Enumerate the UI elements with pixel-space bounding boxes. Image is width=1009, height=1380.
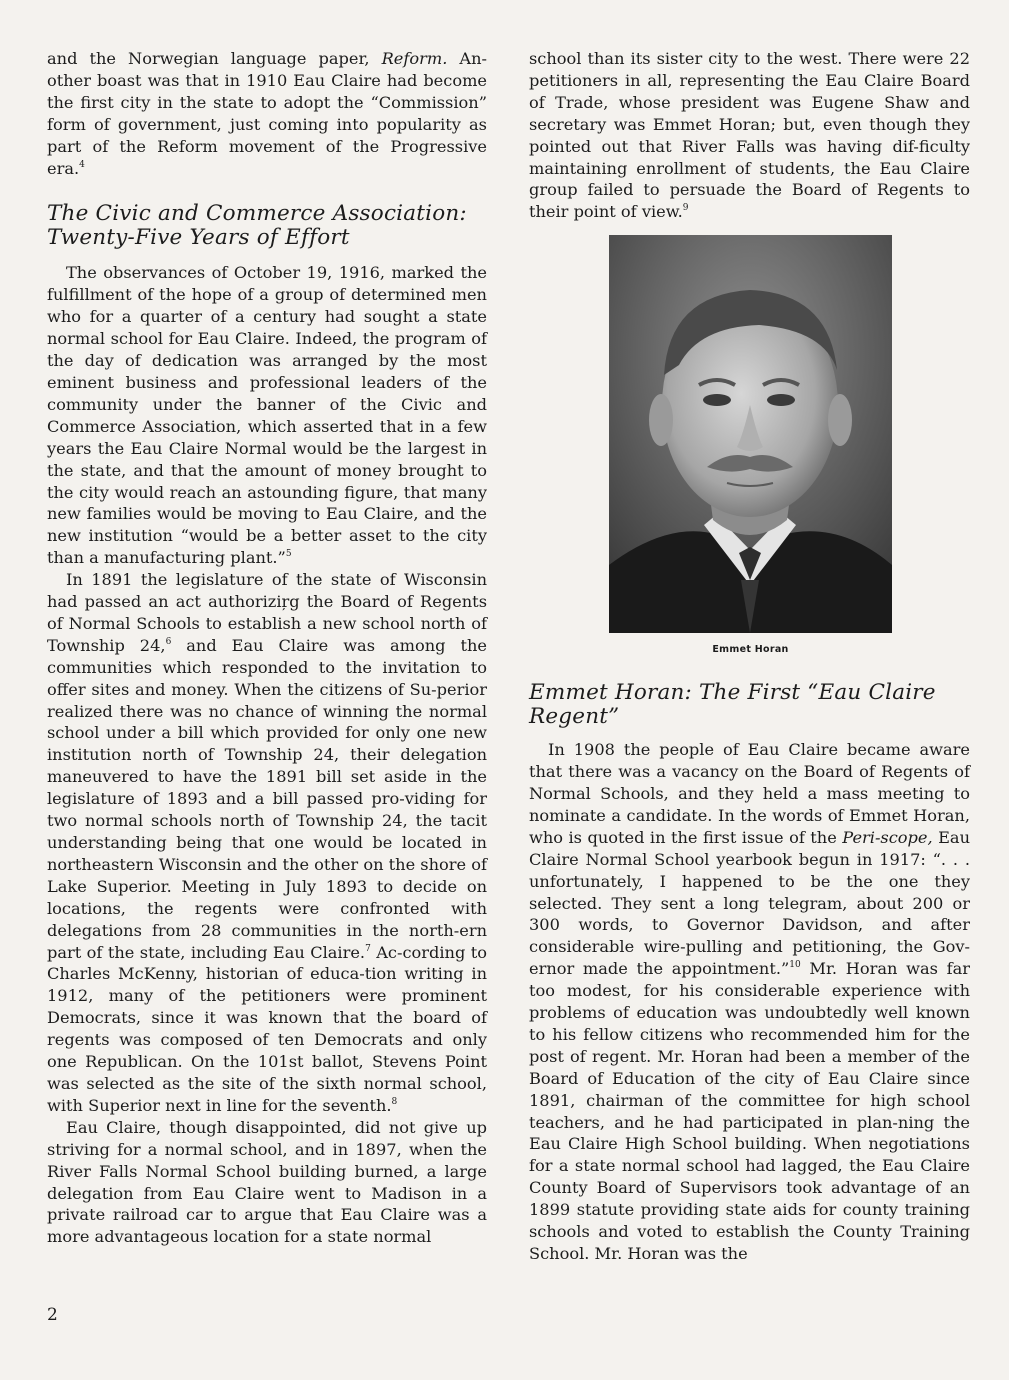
paragraph: In 1908 the people of Eau Claire became aware that there was a vacancy on the Board of Regents of Normal Schools, and they held a mass meeting to nominate a candidate. In the words of Emmet Horan, who is quoted in the first issue of the Peri-scope, Eau Claire Normal School yearbook begun in 1917: “. . . unfortunately, I happened to be the one they selected. They sent a long telegram, about 200 or 300 words, to Governor Davidson, and after considerable wire-pulling and petitioning, the Gov-ernor made the appointment.”$^{10}$ Mr. Horan was far too modest, for his considerable experience with problems of education was undoubtedly well known to his fellow citizens who recommended him for the post of regent. Mr. Horan had been a member of the Board of Education of the city of Eau Claire since 1891, chairman of the committee for high school teachers, and he had participated in plan-ning the Eau Claire High School building. When negotiations for a state normal school had lagged, the Eau Claire County Board of Supervisors took advantage of an 1899 statute providing state aids for county training schools and voted to establish the County Training School. Mr. Horan was the — [529, 740, 970, 1263]
footnote-ref: 7 — [365, 943, 371, 954]
paragraph: In 1891 the legislature of the state of Wisconsin had passed an act authoriziŗg the Board of Regents of Normal Schools to establish a new school north of Township 24,$^6$ and Eau Claire was among the communities which responded to the invitation to offer sites and money. When the citizens of Su-perior realized there was no chance of winning the normal school under a bill which provided for only one new institution north of Township 24, their delegation maneuvered to have the 1891 bill set aside in the legislature of 1893 and a bill passed pro-viding for two normal schools north of Township 24, the tacit understanding being that one would be located in northeastern Wisconsin and the other on the shore of Lake Superior. Meeting in July 1893 to decide on locations, the regents were confronted with delegations from 28 communities in the north-ern part of the state, including Eau Claire.$^7$ Ac-cording to Charles McKenny, historian of educa-tion writing in 1912, many of the petitioners were prominent Democrats, since it was known that the board of regents was composed of ten Democrats and only one Republican. On the 101st ballot, Stevens Point was selected as the site of the sixth normal school, with Superior next in line for the seventh.$^8$ — [47, 570, 487, 1115]
footnote-ref: 6 — [165, 636, 172, 647]
photo-figure — [609, 235, 892, 661]
left-column — [47, 48, 487, 1248]
photo-caption: Emmet Horan — [712, 644, 789, 656]
paragraph: and the Norwegian language paper, Reform. An-other boast was that in 1910 Eau Claire had become the first city in the state to adopt the “Commission” form of government, just coming into popularity as part of the Reform movement of the Progressive era.$^4$ — [47, 49, 487, 178]
paragraph: The observances of October 19, 1916, marked the fulfillment of the hope of a group of determined men who for a quarter of a century had sought a state normal school for Eau Claire. Indeed, the program of the day of dedication was arranged by the most eminent business and professional leaders of the community under the banner of the Civic and Commerce Association, which asserted that in a few years the Eau Claire Normal would be the largest in the state, and that the amount of money brought to the city would reach an astounding figure, that many new families would be moving to Eau Claire, and the new institution “would be a better asset to the city than a manufacturing plant.”$^5$ — [47, 263, 487, 568]
portrait-photo — [609, 235, 892, 633]
portrait-illustration — [609, 235, 892, 633]
right-column — [529, 48, 970, 1265]
page-number: 2 — [47, 1305, 58, 1325]
section-heading-civic-commerce: The Civic and Commerce Association: Twenty-Five Years of Effort — [47, 201, 467, 251]
footnote-ref: 8 — [391, 1096, 398, 1107]
footnote-ref: 9 — [682, 203, 689, 214]
footnote-ref: 5 — [285, 549, 292, 560]
section-heading-emmet-horan: Emmet Horan: The First “Eau Claire Regent” — [529, 680, 936, 730]
footnote-ref: 10 — [789, 960, 801, 971]
paragraph: Eau Claire, though disappointed, did not give up striving for a normal school, and in 1897, when the River Falls Normal School building burned, a large delegation from Eau Claire went to Madison in a private railroad car to argue that Eau Claire was a more advantageous location for a state normal — [47, 1117, 487, 1247]
paragraph: school than its sister city to the west. There were 22 petitioners in all, representing the Eau Claire Board of Trade, whose president was Eugene Shaw and secretary was Emmet Horan; but, even though they pointed out that River Falls was having dif-ficulty maintaining enrollment of students, the Eau Claire group failed to persuade the Board of Regents to their point of view.$^9$ — [529, 49, 970, 222]
footnote-ref: 4 — [79, 159, 85, 170]
